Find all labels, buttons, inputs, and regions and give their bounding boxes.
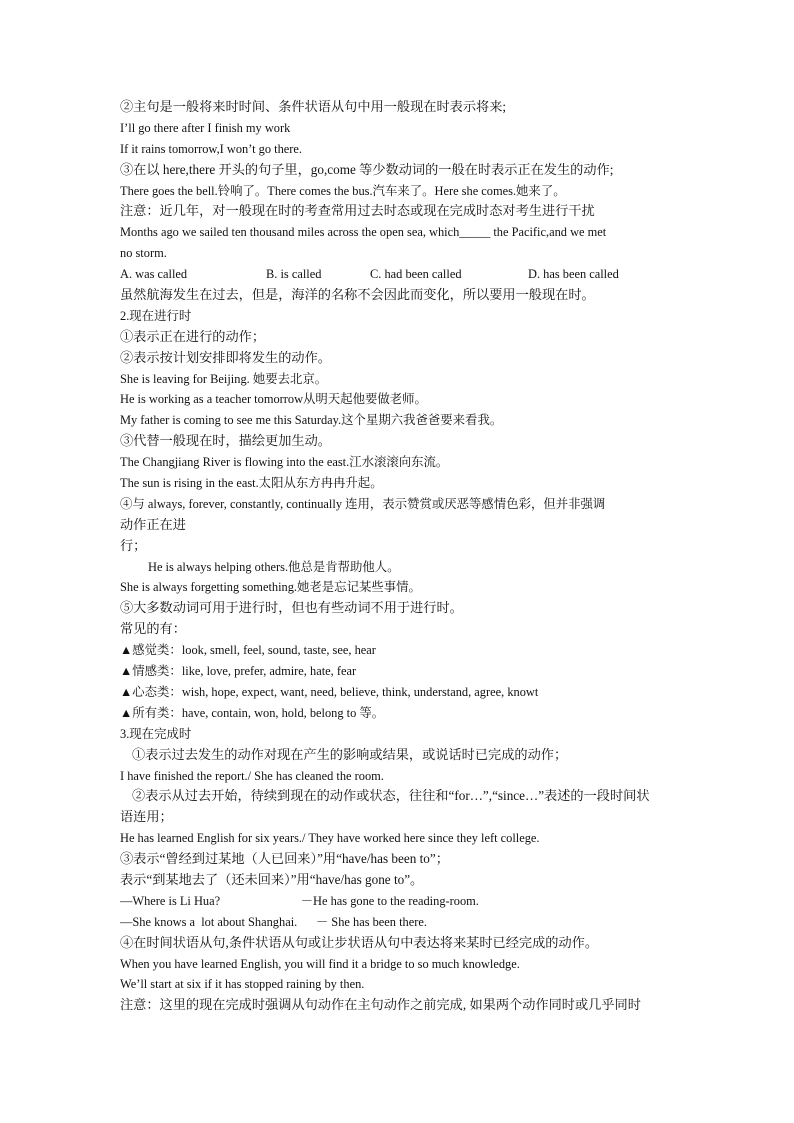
dialogue-line: —Where is Li Hua? －He has gone to the reading-room. bbox=[120, 893, 479, 908]
text-line: 注意：这里的现在完成时强调从句动作在主句动作之前完成, 如果两个动作同时或几乎同时 bbox=[120, 997, 641, 1013]
text-line: 常见的有： bbox=[120, 621, 186, 637]
text-line: 动作正在进 bbox=[120, 516, 186, 532]
example-line: We’ll start at six if it has stopped raining by then. bbox=[120, 977, 365, 992]
text-line: 行； bbox=[120, 537, 147, 553]
text-line: 表示“到某地去了（还未回来）”用“have/has gone to”。 bbox=[120, 871, 424, 887]
text-line: ③表示“曾经到过某地（人已回来）”用“have/has been to”； bbox=[120, 851, 449, 867]
example-line: When you have learned English, you will find it a bridge to so much knowledge. bbox=[120, 956, 520, 971]
section-heading: 3.现在完成时 bbox=[120, 726, 192, 741]
text-line: ②主句是一般将来时时间、条件状语从句中用一般现在时表示将来; bbox=[120, 99, 507, 114]
example-line: He is working as a teacher tomorrow从明天起他要做老师。 bbox=[120, 392, 427, 407]
example-line: He is always helping others.他总是肯帮助他人。 bbox=[148, 559, 400, 574]
option-c: C. had been called bbox=[370, 267, 462, 282]
text-line: ②表示从过去开始，待续到现在的动作或状态，往往和“for…”,“since…”表述的一段时间状 bbox=[132, 788, 650, 804]
text-line: I’ll go there after I finish my work bbox=[120, 120, 291, 135]
text-line: If it rains tomorrow,I won’t go there. bbox=[120, 141, 303, 156]
category-line: ▲情感类：like, love, prefer, admire, hate, fear bbox=[120, 664, 357, 679]
category-line: ▲所有类：have, contain, won, hold, belong to 等。 bbox=[120, 705, 385, 720]
text-line: ③在以 here,there 开头的句子里，go,come 等少数动词的一般在时表示正在发生的动作; bbox=[120, 161, 614, 177]
answer-options bbox=[120, 264, 680, 285]
text-line: ④与 always, forever, constantly, continually 连用，表示赞赏或厌恶等感情色彩，但并非强调 bbox=[120, 496, 606, 511]
text-line: ①表示正在进行的动作； bbox=[120, 328, 266, 344]
example-line: The Changjiang River is flowing into the east.江水滚滚向东流。 bbox=[120, 455, 449, 470]
example-line: She is always forgetting something.她老是忘记某些事情。 bbox=[120, 580, 421, 595]
option-d: D. has been called bbox=[528, 267, 619, 282]
text-line: ③代替一般现在时，描绘更加生动。 bbox=[120, 433, 331, 449]
document-page bbox=[120, 97, 680, 1016]
example-line: I have finished the report./ She has cleaned the room. bbox=[120, 768, 384, 783]
dialogue-line: —She knows a lot about Shanghai. － She has been there. bbox=[120, 914, 427, 929]
question-line: Months ago we sailed ten thousand miles across the open sea, which_____ the Pacific,and we met bbox=[120, 225, 607, 240]
example-line: She is leaving for Beijing. 她要去北京。 bbox=[120, 371, 328, 386]
example-line: He has learned English for six years./ They have worked here since they left college. bbox=[120, 831, 540, 846]
text-line: 语连用； bbox=[120, 809, 173, 825]
text-line: ①表示过去发生的动作对现在产生的影响或结果，或说话时已完成的动作； bbox=[132, 746, 568, 762]
text-line: 注意：近几年，对一般现在时的考查常用过去时态或现在完成时态对考生进行干扰 bbox=[120, 203, 595, 219]
option-b: B. is called bbox=[266, 267, 322, 282]
category-line: ▲心态类：wish, hope, expect, want, need, believe, think, understand, agree, knowt bbox=[120, 684, 539, 699]
example-line: The sun is rising in the east.太阳从东方冉冉升起。 bbox=[120, 476, 383, 491]
section-heading: 2.现在进行时 bbox=[120, 308, 192, 323]
example-line: My father is coming to see me this Saturday.这个星期六我爸爸要来看我。 bbox=[120, 413, 503, 428]
text-line: ⑤大多数动词可用于进行时，但也有些动词不用于进行时。 bbox=[120, 600, 463, 616]
text-line: 虽然航海发生在过去，但是，海洋的名称不会因此而变化，所以要用一般现在时。 bbox=[120, 287, 595, 303]
text-line: There goes the bell.铃响了。There comes the bus.汽车来了。Here she comes.她来了。 bbox=[120, 183, 566, 198]
text-line: ②表示按计划安排即将发生的动作。 bbox=[120, 349, 331, 365]
category-line: ▲感觉类：look, smell, feel, sound, taste, see, hear bbox=[120, 643, 376, 658]
option-a: A. was called bbox=[120, 267, 188, 282]
text-line: ④在时间状语从句,条件状语从句或让步状语从句中表达将来某时已经完成的动作。 bbox=[120, 934, 599, 950]
question-line: no storm. bbox=[120, 246, 167, 261]
